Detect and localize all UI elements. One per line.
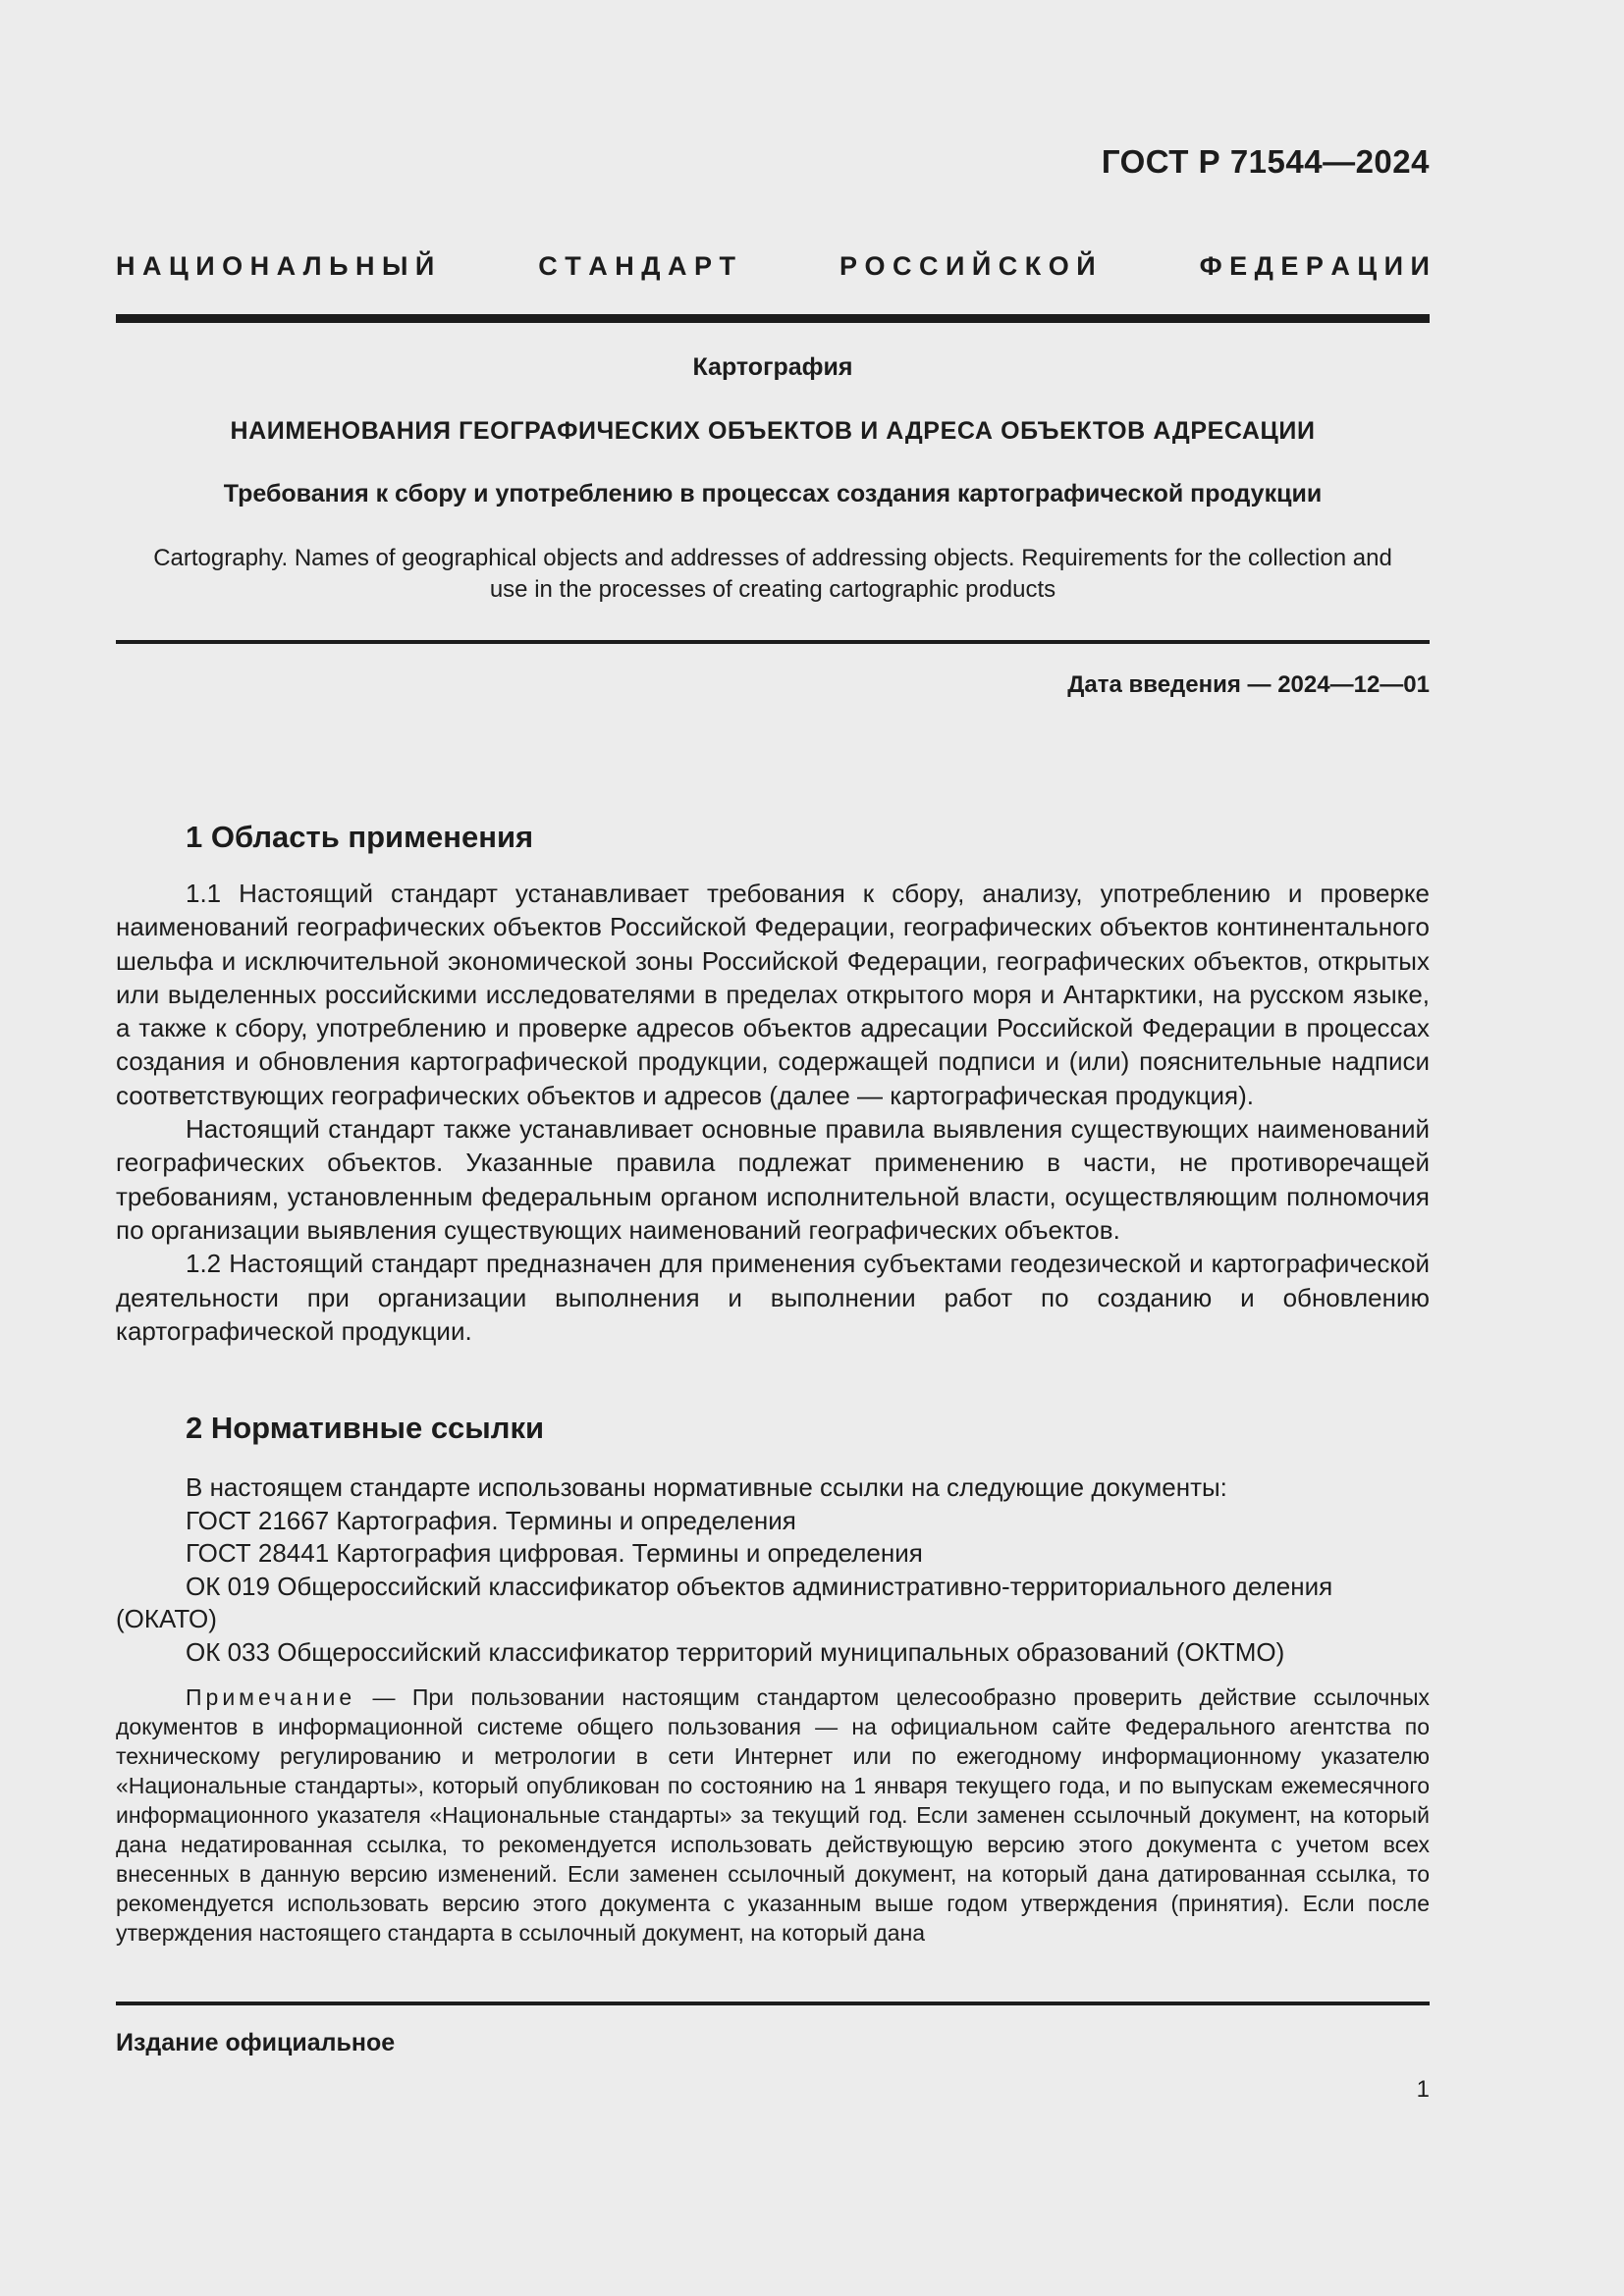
- introduction-date: Дата введения — 2024—12—01: [1067, 671, 1430, 698]
- standard-number: ГОСТ Р 71544—2024: [1101, 143, 1430, 180]
- reference-item: ОК 019 Общероссийский классификатор объектов административно-территориального деления (ОКАТО): [116, 1571, 1333, 1633]
- paragraph: 1.1 Настоящий стандарт устанавливает требования к сбору, анализу, употреблению и проверке наименований географических объектов Российской Федерации, географических объектов континентального шельфа и исключительной экономической зоны Российской Федерации, географических объектов, открытых или выделенных российскими исследователями в пределах открытого моря и Антарктики, на русском языке, а также к сбору, употреблению и проверке адресов объектов адресации Российской Федерации в процессах создания и обновления картографической продукции, содержащей подписи и (или) пояснительные надписи соответствующих географических объектов и адресов (далее — картографическая продукция).: [116, 879, 1430, 1110]
- heading-word: Р О С С И Й С К О Й: [839, 251, 1096, 281]
- normative-references: [116, 1471, 1430, 1669]
- footer-divider: [116, 2002, 1430, 2005]
- heading-word: Н А Ц И О Н А Л Ь Н Ы Й: [116, 251, 435, 281]
- heading-word: С Т А Н Д А Р Т: [538, 251, 736, 281]
- reference-item: ГОСТ 28441 Картография цифровая. Термины и определения: [186, 1538, 923, 1568]
- reference-item: ГОСТ 21667 Картография. Термины и определения: [186, 1505, 796, 1535]
- reference-item: ОК 033 Общероссийский классификатор территорий муниципальных образований (ОКТМО): [186, 1636, 1285, 1667]
- section-1-body: [116, 877, 1430, 1348]
- references-intro: В настоящем стандарте использованы нормативные ссылки на следующие документы:: [186, 1472, 1227, 1502]
- heading-word: Ф Е Д Е Р А Ц И И: [1199, 251, 1430, 281]
- english-title: [116, 543, 1430, 606]
- paragraph: Настоящий стандарт также устанавливает основные правила выявления существующих наименований географических объектов. Указанные правила подлежат применению в части, не противоречащей требованиям, установленным федеральным органом исполнительной власти, осуществляющим полномочия по организации выявления существующих наименований географических объектов.: [116, 1114, 1430, 1245]
- english-title-line: Cartography. Names of geographical objects and addresses of addressing objects. Requirements for the collection and: [153, 545, 1392, 571]
- title-divider: [116, 640, 1430, 644]
- topic-title: Картография: [692, 353, 853, 381]
- paragraph: 1.2 Настоящий стандарт предназначен для применения субъектами геодезической и картографической деятельности при организации выполнения и выполнении работ по созданию и обновлению картографической продукции.: [116, 1249, 1430, 1346]
- english-title-line: use in the processes of creating cartographic products: [489, 576, 1056, 603]
- section-1-title: 1 Область применения: [186, 820, 534, 854]
- note-label: Примечание: [186, 1684, 356, 1710]
- header-divider-thick: [116, 314, 1430, 323]
- document-page: [116, 0, 1430, 2296]
- subtitle: Требования к сбору и употреблению в процессах создания картографической продукции: [223, 480, 1323, 507]
- page-number: 1: [1416, 2076, 1430, 2103]
- national-standard-heading: [116, 251, 1430, 282]
- section-2-title: 2 Нормативные ссылки: [186, 1411, 545, 1445]
- note-block: [116, 1682, 1430, 1948]
- official-edition-label: Издание официальное: [116, 2029, 396, 2056]
- note-paragraph: [116, 1682, 1430, 1948]
- note-text: — При пользовании настоящим стандартом целесообразно проверить действие ссылочных документов в информационной системе общего пользования — на официальном сайте Федерального агентства по техническому регулированию и метрологии в сети Интернет или по ежегодному информационному указателю «Национальные стандарты», который опубликован по состоянию на 1 января текущего года, и по выпускам ежемесячного информационного указателя «Национальные стандарты» за текущий год. Если заменен ссылочный документ, на который дана недатированная ссылка, то рекомендуется использовать действующую версию этого документа с учетом всех внесенных в данную версию изменений. Если заменен ссылочный документ, на который дана датированная ссылка, то рекомендуется использовать версию этого документа с указанным выше годом утверждения (принятия). Если после утверждения настоящего стандарта в ссылочный документ, на который дана: [116, 1684, 1430, 1946]
- main-title: НАИМЕНОВАНИЯ ГЕОГРАФИЧЕСКИХ ОБЪЕКТОВ И АДРЕСА ОБЪЕКТОВ АДРЕСАЦИИ: [230, 417, 1316, 445]
